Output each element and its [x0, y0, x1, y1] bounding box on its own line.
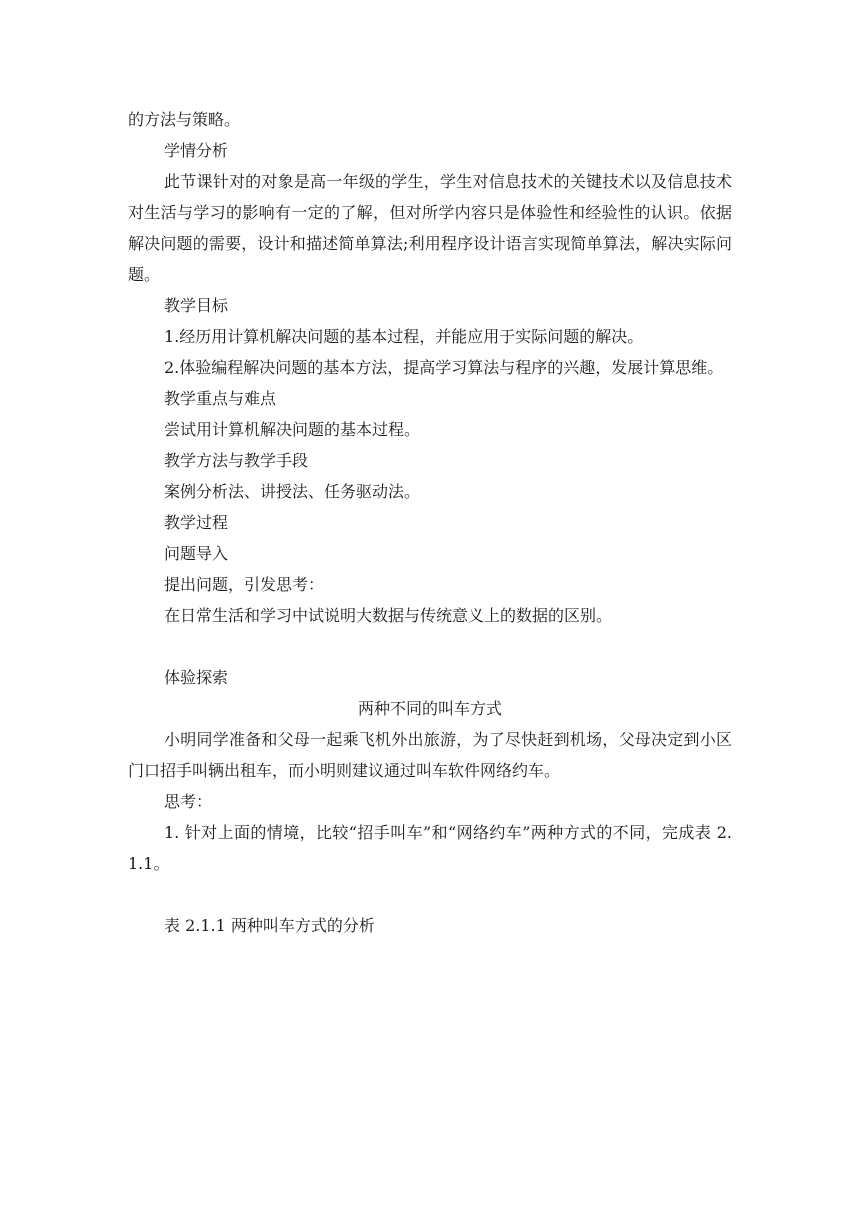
heading-key-points: 教学重点与难点: [164, 389, 277, 408]
heading-student-analysis: 学情分析: [164, 141, 229, 160]
heading-teaching-methods: 教学方法与教学手段: [164, 451, 309, 470]
paragraph-big-data-question: 在日常生活和学习中试说明大数据与传统意义上的数据的区别。: [164, 606, 613, 625]
paragraph-key-points: 尝试用计算机解决问题的基本过程。: [164, 420, 421, 439]
paragraph-student-analysis: 此节课针对的对象是高一年级的学生，学生对信息技术的关键技术以及信息技术对生活与学习的影响有一定的了解，但对所学内容只是体验性和经验性的认识。依据解决问题的需要，设计和描述简单算法;利用程序设计语言实现简单算法，解决实际问题。: [128, 172, 732, 284]
heading-experience-explore: 体验探索: [164, 668, 229, 687]
heading-teaching-goals: 教学目标: [164, 296, 229, 315]
paragraph-think-1: 1. 针对上面的情境，比较“招手叫车”和“网络约车”两种方式的不同，完成表 2.1.1。: [128, 823, 732, 873]
heading-teaching-process: 教学过程: [164, 513, 229, 532]
paragraph-problem-intro: 问题导入: [164, 544, 229, 563]
heading-think: 思考：: [164, 792, 213, 811]
paragraph-teaching-methods: 案例分析法、讲授法、任务驱动法。: [164, 482, 421, 501]
paragraph-method-strategy: 的方法与策略。: [128, 110, 241, 129]
paragraph-case-story: 小明同学准备和父母一起乘飞机外出旅游，为了尽快赶到机场，父母决定到小区门口招手叫辆出租车，而小明则建议通过叫车软件网络约车。: [128, 730, 732, 780]
paragraph-goal-1: 1.经历用计算机解决问题的基本过程，并能应用于实际问题的解决。: [164, 327, 644, 346]
case-title: 两种不同的叫车方式: [357, 699, 502, 718]
document-body: [128, 104, 732, 941]
paragraph-goal-2: 2.体验编程解决问题的基本方法，提高学习算法与程序的兴趣，发展计算思维。: [164, 358, 724, 377]
blank-line: [128, 631, 732, 662]
paragraph-raise-question: 提出问题，引发思考：: [164, 575, 325, 594]
blank-line: [128, 879, 732, 910]
table-caption: 表 2.1.1 两种叫车方式的分析: [164, 916, 375, 935]
